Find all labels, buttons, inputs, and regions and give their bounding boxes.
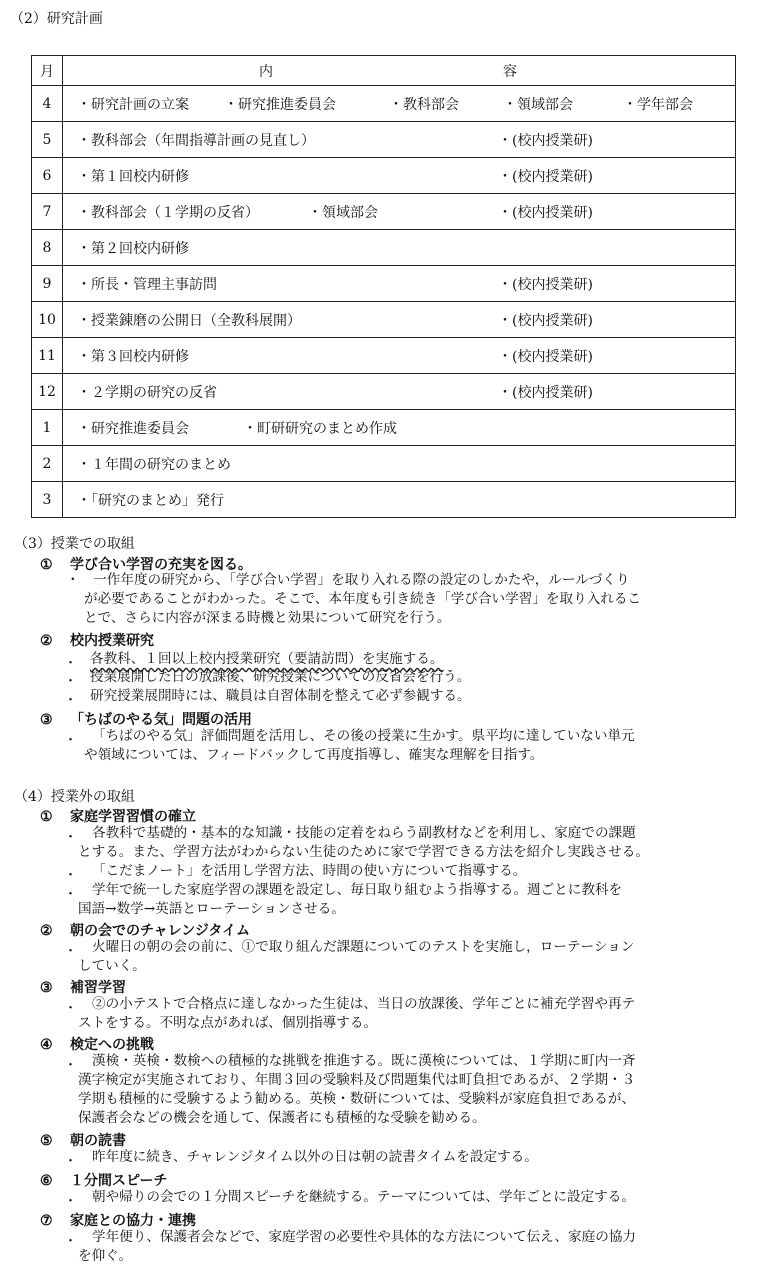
bullet-dot: ・ [64, 1234, 78, 1249]
plan-item: ・領域部会 [308, 204, 378, 221]
plan-item: ・教科部会（年間指導計画の見直し） [77, 132, 315, 149]
paragraph-line: 朝や帰りの会での１分間スピーチを継続する。テーマについては、学年ごとに設定する。 [92, 1189, 635, 1205]
paragraph-line: 学年で統一した家庭学習の課題を設定し、毎日取り組むよう指導する。週ごとに教科を [92, 882, 623, 898]
sub-heading [40, 1034, 154, 1054]
item-heading: 検定への挑戦 [70, 1037, 154, 1053]
table-row [32, 86, 736, 122]
sub-heading [40, 1130, 126, 1150]
item-number: ② [40, 633, 53, 649]
content-cell [63, 230, 736, 266]
paragraph-line: 漢字検定が実施されており、年間３回の受験料及び問題集代は町負担であるが、２学期・３ [78, 1072, 636, 1088]
section-3-title: （3）授業での取組 [14, 536, 135, 552]
plan-item: ・(校内授業研) [498, 312, 593, 329]
table-row [32, 410, 736, 446]
bullet-dot: ・ [64, 693, 78, 708]
content-cell [63, 374, 736, 410]
table-row [32, 158, 736, 194]
month-cell: 11 [32, 338, 63, 374]
sub-heading [40, 630, 154, 650]
month-cell: 2 [32, 446, 63, 482]
table-row [32, 302, 736, 338]
content-cell [63, 446, 736, 482]
item-heading: 家庭との協力・連携 [70, 1213, 196, 1229]
paragraph-line: 保護者会などの機会を通して、保護者にも積極的な受験を勧める。 [78, 1110, 486, 1126]
month-cell: 1 [32, 410, 63, 446]
item-number: ① [40, 809, 53, 825]
content-header-a: 内 [259, 63, 273, 80]
month-cell: 9 [32, 266, 63, 302]
item-number: ③ [40, 712, 53, 728]
plan-item: ・第３回校内研修 [77, 348, 189, 365]
bullet-dot: ・ [64, 1154, 78, 1169]
bullet-dot: ・ [64, 868, 78, 883]
plan-item: ・(校内授業研) [498, 132, 593, 149]
month-cell: 10 [32, 302, 63, 338]
plan-item: ・(校内授業研) [498, 348, 593, 365]
item-heading: 朝の読書 [70, 1133, 126, 1149]
bullet-dot: ・ [64, 944, 78, 959]
month-header: 月 [32, 56, 63, 86]
content-cell [63, 86, 736, 122]
plan-item: ・「研究のまとめ」発行 [77, 492, 224, 509]
bullet-text: 各教科、１回以上校内授業研究（要請訪問）を実施する。 [90, 651, 444, 667]
item-number: ③ [40, 980, 53, 996]
month-cell: 5 [32, 122, 63, 158]
content-cell [63, 410, 736, 446]
paragraph-line: 昨年度に続き、チャレンジタイム以外の日は朝の読書タイムを設定する。 [92, 1149, 538, 1165]
plan-item: ・第２回校内研修 [77, 240, 189, 257]
plan-item: ・教科部会 [389, 96, 459, 113]
item-heading: 学び合い学習の充実を図る。 [70, 557, 252, 573]
plan-item: ・町研研究のまとめ作成 [243, 420, 397, 437]
table-header-row [32, 56, 736, 86]
plan-item: ・所長・管理主事訪問 [77, 276, 217, 293]
paragraph-line: ストをする。不明な点があれば、個別指導する。 [78, 1015, 378, 1031]
sub-heading [40, 920, 250, 940]
month-cell: 12 [32, 374, 63, 410]
paragraph-line: 国語→数学→英語とローテーションさせる。 [78, 901, 345, 917]
table-row [32, 122, 736, 158]
item-heading: 「ちばのやる気」問題の活用 [70, 712, 252, 728]
paragraph-line: とで、さらに内容が深まる時機と効果について研究を行う。 [84, 610, 451, 626]
bullet-dot: ・ [64, 830, 78, 845]
sub-heading [40, 977, 126, 997]
item-heading: １分間スピーチ [70, 1173, 168, 1189]
content-cell [63, 338, 736, 374]
table-row [32, 374, 736, 410]
plan-item: ・授業錬磨の公開日（全教科展開） [77, 312, 301, 329]
sub-heading [40, 1210, 196, 1230]
item-number: ① [40, 557, 53, 573]
content-cell [63, 158, 736, 194]
content-cell [63, 482, 736, 518]
bullet-dot: ・ [64, 1194, 78, 1209]
content-cell [63, 194, 736, 230]
sub-heading [40, 709, 252, 729]
paragraph-line: 学期も積極的に受験するよう勧める。英検・数研については、受験料が家庭負担であるが、 [78, 1091, 636, 1107]
section-2-title: （2）研究計画 [10, 11, 103, 27]
paragraph-line: や領域については、フィードバックして再度指導し、確実な理解を目指す。 [84, 747, 544, 763]
table-row [32, 194, 736, 230]
content-header-b: 容 [503, 63, 517, 80]
paragraph-line: 学年便り、保護者会などで、家庭学習の必要性や具体的な方法について伝え、家庭の協力 [92, 1229, 637, 1245]
content-header [63, 56, 736, 86]
plan-item: ・(校内授業研) [498, 168, 593, 185]
table-row [32, 338, 736, 374]
content-cell [63, 302, 736, 338]
item-number: ② [40, 923, 53, 939]
item-number: ⑤ [40, 1133, 53, 1149]
sub-heading [40, 806, 196, 826]
item-heading: 朝の会でのチャレンジタイム [70, 923, 251, 939]
paragraph-line: が必要であることがわかった。そこで、本年度も引き続き「学び合い学習」を取り入れるこ [84, 591, 642, 607]
table-row [32, 482, 736, 518]
plan-item: ・(校内授業研) [498, 384, 593, 401]
plan-item: ・研究推進委員会 [224, 96, 336, 113]
plan-item: ・学年部会 [623, 96, 693, 113]
bullet-dot: ・ [64, 733, 78, 748]
item-number: ⑥ [40, 1173, 53, 1189]
paragraph-line: ・ 一作年度の研究から、「学び合い学習」を取り入れる際の設定のしかたや，ルールづくり [66, 572, 630, 588]
plan-item: ・第１回校内研修 [77, 168, 189, 185]
paragraph-line: とする。また、学習方法がわからない生徒のために家で学習できる方法を紹介し実践させる。 [78, 844, 649, 860]
section-4-title: （4）授業外の取組 [14, 789, 135, 805]
paragraph-line: 「ちばのやる気」評価問題を活用し、その後の授業に生かす。県平均に達していない単元 [92, 728, 635, 744]
table-row [32, 230, 736, 266]
month-cell: 3 [32, 482, 63, 518]
paragraph-line: ②の小テストで合格点に達しなかった生徒は、当日の放課後、学年ごとに補充学習や再テ [92, 996, 636, 1012]
plan-item: ・研究推進委員会 [77, 420, 189, 437]
content-cell [63, 266, 736, 302]
content-cell [63, 122, 736, 158]
plan-item: ・２学期の研究の反省 [77, 384, 217, 401]
bullet-dot: ・ [64, 887, 78, 902]
month-cell: 7 [32, 194, 63, 230]
month-cell: 6 [32, 158, 63, 194]
item-heading: 家庭学習習慣の確立 [70, 809, 196, 825]
paragraph-line: 各教科で基礎的・基本的な知識・技能の定着をねらう副教材などを利用し、家庭での課題 [92, 825, 636, 841]
paragraph-line: 漢検・英検・数検への積極的な挑戦を推進する。既に漢検については、１学期に町内一斉 [92, 1053, 636, 1069]
paragraph-line: 「こだまノート」を活用し学習方法、時間の使い方について指導する。 [92, 863, 527, 879]
plan-item: ・(校内授業研) [498, 276, 593, 293]
bullet-dot: ・ [64, 674, 78, 689]
plan-item: ・１年間の研究のまとめ [77, 456, 231, 473]
paragraph-line: していく。 [78, 958, 146, 974]
bullet-text: 授業展開した日の放課後、研究授業についての反省会を行う。 [90, 669, 471, 685]
item-number: ④ [40, 1037, 53, 1053]
paragraph-line: を仰ぐ。 [78, 1248, 133, 1264]
month-cell: 4 [32, 86, 63, 122]
bullet-text: 研究授業展開時には、職員は自習体制を整えて必ず参観する。 [90, 688, 471, 704]
sub-heading [40, 1170, 167, 1190]
research-plan-table [31, 55, 736, 518]
table-row [32, 266, 736, 302]
plan-item: ・研究計画の立案 [77, 96, 189, 113]
plan-item: ・領域部会 [503, 96, 573, 113]
bullet-dot: ・ [64, 656, 78, 671]
table-row [32, 446, 736, 482]
bullet-dot: ・ [64, 1001, 78, 1016]
paragraph-line: 火曜日の朝の会の前に、①で取り組んだ課題についてのテストを実施し，ローテーション [92, 939, 635, 955]
item-heading: 補習学習 [70, 980, 126, 996]
month-cell: 8 [32, 230, 63, 266]
plan-item: ・(校内授業研) [498, 204, 593, 221]
bullet-dot: ・ [64, 1058, 78, 1073]
plan-item: ・教科部会（１学期の反省） [77, 204, 259, 221]
item-heading: 校内授業研究 [70, 633, 154, 649]
item-number: ⑦ [40, 1213, 53, 1229]
